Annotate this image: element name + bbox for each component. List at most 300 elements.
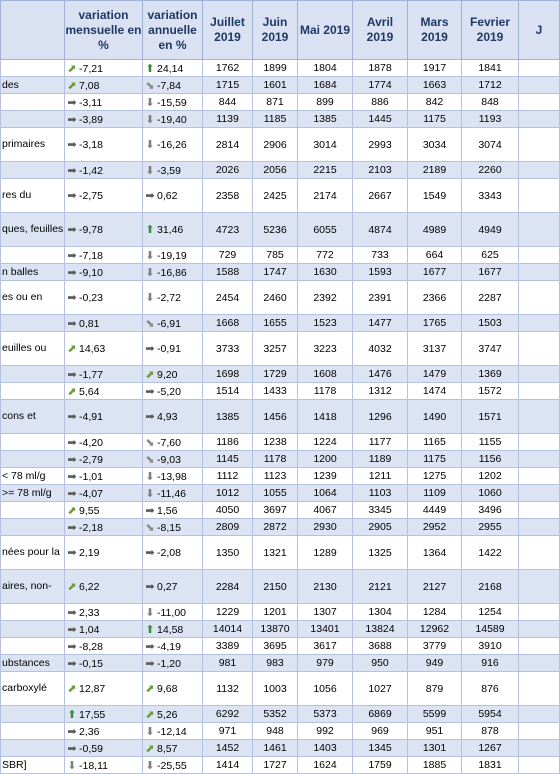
monthly-change-cell (65, 281, 143, 315)
annual-change-cell (143, 247, 203, 264)
monthly-change-cell (65, 723, 143, 740)
monthly-change-value: -2,79 (79, 453, 103, 466)
price-cell: 2906 (253, 128, 298, 162)
annual-change-cell (143, 77, 203, 94)
annual-change-cell (143, 264, 203, 281)
price-cell: 3733 (203, 332, 253, 366)
annual-change-value: 1,56 (157, 504, 178, 517)
annual-change-cell (143, 672, 203, 706)
price-cell: 1178 (253, 451, 298, 468)
price-cell: 1572 (462, 383, 519, 400)
arrow-up-icon: ⬆ (145, 224, 155, 236)
price-cell-january (519, 655, 560, 672)
monthly-change-cell (65, 77, 143, 94)
price-cell: 971 (203, 723, 253, 740)
annual-change-value: -15,59 (157, 96, 187, 109)
arrow-up-right-icon: ⬈ (67, 581, 77, 593)
price-cell-january (519, 638, 560, 655)
arrow-up-right-icon: ⬈ (145, 683, 155, 695)
header-july-2019: Juillet 2019 (203, 1, 253, 60)
annual-change-cell (143, 179, 203, 213)
price-cell: 878 (462, 723, 519, 740)
arrow-up-right-icon: ⬈ (67, 385, 77, 398)
row-label: carboxylé (1, 672, 65, 706)
price-cell-january (519, 485, 560, 502)
monthly-change-cell (65, 247, 143, 264)
price-cell: 1178 (298, 383, 353, 400)
price-cell: 772 (298, 247, 353, 264)
row-label (1, 247, 65, 264)
price-cell: 1296 (353, 400, 408, 434)
arrow-up-right-icon: ⬈ (67, 62, 77, 75)
price-cell: 1056 (298, 672, 353, 706)
price-cell: 3345 (353, 502, 408, 519)
price-cell: 1917 (408, 60, 462, 77)
monthly-change-value: -4,20 (79, 436, 103, 449)
price-cell: 1345 (353, 740, 408, 757)
annual-change-cell (143, 485, 203, 502)
price-cell: 981 (203, 655, 253, 672)
header-may-2019: Mai 2019 (298, 1, 353, 60)
monthly-change-value: -9,78 (79, 224, 103, 236)
annual-change-value: 8,57 (157, 742, 178, 755)
price-cell-january (519, 400, 560, 434)
price-cell: 1139 (203, 111, 253, 128)
annual-change-cell (143, 383, 203, 400)
arrow-down-icon: ⬇ (145, 249, 155, 262)
monthly-change-value: -1,42 (79, 164, 103, 177)
arrow-down-icon: ⬇ (145, 96, 155, 109)
price-cell: 2425 (253, 179, 298, 213)
arrow-right-icon: ➡ (67, 96, 77, 109)
price-cell: 983 (253, 655, 298, 672)
price-cell: 2993 (353, 128, 408, 162)
annual-change-cell (143, 60, 203, 77)
annual-change-value: -16,86 (157, 266, 187, 279)
price-cell: 992 (298, 723, 353, 740)
price-cell-january (519, 706, 560, 723)
price-cell: 1211 (353, 468, 408, 485)
price-cell: 1403 (298, 740, 353, 757)
row-label (1, 94, 65, 111)
annual-change-cell (143, 740, 203, 757)
monthly-change-value: -3,18 (79, 139, 103, 151)
arrow-up-right-icon: ⬈ (145, 742, 155, 755)
annual-change-cell (143, 111, 203, 128)
price-cell: 1759 (353, 757, 408, 774)
price-cell: 1350 (203, 536, 253, 570)
annual-change-cell (143, 536, 203, 570)
arrow-up-icon: ⬆ (67, 708, 77, 721)
price-cell-january (519, 162, 560, 179)
price-cell: 2952 (408, 519, 462, 536)
price-cell: 2872 (253, 519, 298, 536)
monthly-change-cell (65, 570, 143, 604)
arrow-right-icon: ➡ (145, 190, 155, 202)
price-cell: 2174 (298, 179, 353, 213)
price-cell: 2127 (408, 570, 462, 604)
price-cell: 1677 (462, 264, 519, 281)
arrow-right-icon: ➡ (67, 547, 77, 559)
annual-change-value: -16,26 (157, 139, 187, 151)
table-row (1, 468, 560, 485)
annual-change-value: -9,03 (157, 453, 181, 466)
price-cell: 729 (203, 247, 253, 264)
price-cell: 1668 (203, 315, 253, 332)
row-label: >= 78 ml/g (1, 485, 65, 502)
table-row (1, 519, 560, 536)
price-cell: 2905 (353, 519, 408, 536)
price-cell: 3617 (298, 638, 353, 655)
price-cell: 1514 (203, 383, 253, 400)
header-march-2019: Mars 2019 (408, 1, 462, 60)
price-cell: 5373 (298, 706, 353, 723)
price-cell: 950 (353, 655, 408, 672)
price-cell: 1663 (408, 77, 462, 94)
annual-change-cell (143, 655, 203, 672)
arrow-down-icon: ⬇ (145, 113, 155, 126)
monthly-change-cell (65, 672, 143, 706)
monthly-change-value: 0,81 (79, 317, 100, 330)
arrow-up-right-icon: ⬈ (67, 343, 77, 355)
table-row (1, 400, 560, 434)
price-cell: 1418 (298, 400, 353, 434)
annual-change-value: -4,19 (157, 640, 181, 653)
arrow-right-icon: ➡ (67, 453, 77, 466)
header-february-2019: Fevrier 2019 (462, 1, 519, 60)
price-cell: 916 (462, 655, 519, 672)
table-row (1, 740, 560, 757)
price-cell: 3034 (408, 128, 462, 162)
price-cell-january (519, 740, 560, 757)
price-cell: 2930 (298, 519, 353, 536)
monthly-change-cell (65, 434, 143, 451)
annual-change-value: -13,98 (157, 470, 187, 483)
annual-change-value: 14,58 (157, 623, 184, 636)
arrow-right-icon: ➡ (67, 292, 77, 304)
monthly-change-cell (65, 128, 143, 162)
table-row (1, 502, 560, 519)
price-cell-january (519, 247, 560, 264)
arrow-right-icon: ➡ (67, 164, 77, 177)
monthly-change-cell (65, 400, 143, 434)
arrow-right-icon: ➡ (145, 657, 155, 670)
table-row (1, 451, 560, 468)
price-cell: 2121 (353, 570, 408, 604)
price-cell: 1624 (298, 757, 353, 774)
annual-change-value: 0,62 (157, 190, 178, 202)
row-label (1, 366, 65, 383)
price-cell: 3697 (253, 502, 298, 519)
price-cell: 1229 (203, 604, 253, 621)
price-cell: 3014 (298, 128, 353, 162)
price-cell: 1112 (203, 468, 253, 485)
monthly-change-value: -4,07 (79, 487, 103, 500)
arrow-up-right-icon: ⬈ (67, 683, 77, 695)
row-label (1, 502, 65, 519)
arrow-right-icon: ➡ (145, 581, 155, 593)
header-row (1, 1, 560, 60)
price-cell: 1175 (408, 451, 462, 468)
row-label: n balles (1, 264, 65, 281)
monthly-change-cell (65, 757, 143, 774)
table-row (1, 213, 560, 247)
table-row (1, 570, 560, 604)
arrow-down-right-icon: ⬊ (145, 521, 155, 534)
table-row (1, 281, 560, 315)
monthly-change-value: 1,04 (79, 623, 100, 636)
annual-change-value: 4,93 (157, 411, 178, 423)
annual-change-value: 0,27 (157, 581, 178, 593)
price-cell: 1503 (462, 315, 519, 332)
annual-change-value: -1,20 (157, 657, 181, 670)
price-cell: 3688 (353, 638, 408, 655)
monthly-change-value: -9,10 (79, 266, 103, 279)
price-cell: 2168 (462, 570, 519, 604)
arrow-up-icon: ⬆ (145, 62, 155, 75)
price-cell: 871 (253, 94, 298, 111)
annual-change-value: -19,40 (157, 113, 187, 126)
annual-change-value: -2,08 (157, 547, 181, 559)
arrow-down-right-icon: ⬊ (145, 453, 155, 466)
price-cell: 1301 (408, 740, 462, 757)
price-cell: 5236 (253, 213, 298, 247)
price-cell: 1899 (253, 60, 298, 77)
price-cell-january (519, 519, 560, 536)
monthly-change-value: -0,15 (79, 657, 103, 670)
monthly-change-value: 5,64 (79, 385, 100, 398)
arrow-up-right-icon: ⬈ (145, 368, 155, 381)
arrow-down-icon: ⬇ (145, 292, 155, 304)
monthly-change-cell (65, 179, 143, 213)
price-cell: 3910 (462, 638, 519, 655)
arrow-right-icon: ➡ (67, 725, 77, 738)
price-cell: 2454 (203, 281, 253, 315)
monthly-change-value: 12,87 (79, 683, 106, 695)
annual-change-cell (143, 757, 203, 774)
monthly-change-cell (65, 519, 143, 536)
monthly-change-cell (65, 315, 143, 332)
price-cell: 6869 (353, 706, 408, 723)
price-cell: 4067 (298, 502, 353, 519)
row-label (1, 519, 65, 536)
monthly-change-cell (65, 60, 143, 77)
monthly-change-cell (65, 536, 143, 570)
row-label (1, 315, 65, 332)
price-cell: 1267 (462, 740, 519, 757)
monthly-change-value: -3,89 (79, 113, 103, 126)
price-cell: 1747 (253, 264, 298, 281)
arrow-down-icon: ⬇ (67, 759, 77, 772)
annual-change-cell (143, 706, 203, 723)
annual-change-value: -11,00 (157, 606, 186, 619)
monthly-change-cell (65, 94, 143, 111)
header-monthly-change: variation mensuelle en % (65, 1, 143, 60)
monthly-change-cell (65, 383, 143, 400)
price-cell: 2366 (408, 281, 462, 315)
annual-change-value: -12,14 (157, 725, 187, 738)
price-cell: 12962 (408, 621, 462, 638)
price-cell: 4874 (353, 213, 408, 247)
table-row (1, 247, 560, 264)
price-cell: 1677 (408, 264, 462, 281)
monthly-change-cell (65, 604, 143, 621)
header-june-2019: Juin 2019 (253, 1, 298, 60)
price-cell: 1727 (253, 757, 298, 774)
row-label (1, 604, 65, 621)
price-cell: 1175 (408, 111, 462, 128)
price-cell: 2955 (462, 519, 519, 536)
price-cell: 1165 (408, 434, 462, 451)
price-cell-january (519, 672, 560, 706)
price-cell-january (519, 264, 560, 281)
table-row (1, 672, 560, 706)
price-cell: 1588 (203, 264, 253, 281)
price-cell: 3496 (462, 502, 519, 519)
table-row (1, 77, 560, 94)
monthly-change-value: 9,55 (79, 504, 100, 517)
table-body (1, 60, 560, 774)
price-cell: 1385 (298, 111, 353, 128)
price-cell: 5954 (462, 706, 519, 723)
arrow-down-icon: ⬇ (145, 759, 155, 772)
arrow-right-icon: ➡ (145, 640, 155, 653)
arrow-right-icon: ➡ (67, 742, 77, 755)
price-cell: 842 (408, 94, 462, 111)
table-row (1, 315, 560, 332)
price-cell-january (519, 570, 560, 604)
arrow-down-icon: ⬇ (145, 139, 155, 151)
price-cell: 733 (353, 247, 408, 264)
table-row (1, 655, 560, 672)
annual-change-value: -2,72 (157, 292, 181, 304)
price-cell: 1474 (408, 383, 462, 400)
price-cell: 1479 (408, 366, 462, 383)
table-row (1, 366, 560, 383)
price-cell: 2284 (203, 570, 253, 604)
price-cell: 1312 (353, 383, 408, 400)
price-cell: 1201 (253, 604, 298, 621)
price-cell: 1325 (353, 536, 408, 570)
annual-change-cell (143, 570, 203, 604)
arrow-down-icon: ⬇ (145, 470, 155, 483)
price-cell: 1712 (462, 77, 519, 94)
monthly-change-value: 7,08 (79, 79, 100, 92)
price-cell: 1200 (298, 451, 353, 468)
price-cell: 1452 (203, 740, 253, 757)
monthly-change-value: -2,75 (79, 190, 103, 202)
price-cell-january (519, 94, 560, 111)
price-cell: 1254 (462, 604, 519, 621)
price-cell: 1433 (253, 383, 298, 400)
arrow-right-icon: ➡ (145, 343, 155, 355)
annual-change-cell (143, 332, 203, 366)
monthly-change-value: 14,63 (79, 343, 106, 355)
price-cell: 1549 (408, 179, 462, 213)
monthly-change-value: 2,33 (79, 606, 100, 619)
price-cell: 1238 (253, 434, 298, 451)
price-cell: 3695 (253, 638, 298, 655)
price-cell: 879 (408, 672, 462, 706)
arrow-up-right-icon: ⬈ (145, 708, 155, 721)
monthly-change-value: -0,23 (79, 292, 103, 304)
price-cell: 6055 (298, 213, 353, 247)
price-cell: 3223 (298, 332, 353, 366)
arrow-down-icon: ⬇ (145, 266, 155, 279)
annual-change-value: 5,26 (157, 708, 178, 721)
row-label: aires, non- (1, 570, 65, 604)
price-cell: 1284 (408, 604, 462, 621)
price-cell-january (519, 621, 560, 638)
arrow-right-icon: ➡ (67, 368, 77, 381)
price-cell: 664 (408, 247, 462, 264)
arrow-right-icon: ➡ (67, 657, 77, 670)
price-cell: 1655 (253, 315, 298, 332)
price-cell: 1445 (353, 111, 408, 128)
price-cell: 1304 (353, 604, 408, 621)
monthly-change-value: -2,18 (79, 521, 103, 534)
price-cell: 3747 (462, 332, 519, 366)
arrow-down-icon: ⬇ (145, 487, 155, 500)
annual-change-cell (143, 400, 203, 434)
price-cell: 14014 (203, 621, 253, 638)
row-label: res du (1, 179, 65, 213)
monthly-change-cell (65, 655, 143, 672)
row-label: euilles ou (1, 332, 65, 366)
annual-change-cell (143, 281, 203, 315)
monthly-change-value: -18,11 (79, 759, 108, 772)
price-cell: 1123 (253, 468, 298, 485)
price-cell-january (519, 757, 560, 774)
table-row (1, 621, 560, 638)
table-row (1, 638, 560, 655)
row-label: ubstances (1, 655, 65, 672)
arrow-right-icon: ➡ (67, 190, 77, 202)
arrow-right-icon: ➡ (67, 249, 77, 262)
price-cell-january (519, 77, 560, 94)
price-cell: 1477 (353, 315, 408, 332)
arrow-right-icon: ➡ (67, 470, 77, 483)
annual-change-cell (143, 468, 203, 485)
monthly-change-cell (65, 485, 143, 502)
price-cell: 1239 (298, 468, 353, 485)
monthly-change-value: -7,18 (79, 249, 103, 262)
annual-change-value: 31,46 (157, 224, 184, 236)
annual-change-value: 9,68 (157, 683, 178, 695)
annual-change-value: -11,46 (157, 487, 186, 500)
price-cell: 2103 (353, 162, 408, 179)
arrow-right-icon: ➡ (145, 504, 155, 517)
table-row (1, 94, 560, 111)
price-cell-january (519, 179, 560, 213)
price-cell: 848 (462, 94, 519, 111)
price-cell: 969 (353, 723, 408, 740)
price-cell: 1103 (353, 485, 408, 502)
price-cell: 1364 (408, 536, 462, 570)
arrow-up-right-icon: ⬈ (67, 79, 77, 92)
price-cell: 1774 (353, 77, 408, 94)
price-cell: 1593 (353, 264, 408, 281)
row-label: nées pour la (1, 536, 65, 570)
arrow-right-icon: ➡ (67, 266, 77, 279)
price-cell: 14589 (462, 621, 519, 638)
table-row (1, 434, 560, 451)
arrow-up-icon: ⬆ (145, 623, 155, 636)
arrow-down-icon: ⬇ (145, 164, 155, 177)
annual-change-value: -19,19 (157, 249, 187, 262)
price-cell: 4949 (462, 213, 519, 247)
annual-change-value: -3,59 (157, 164, 181, 177)
